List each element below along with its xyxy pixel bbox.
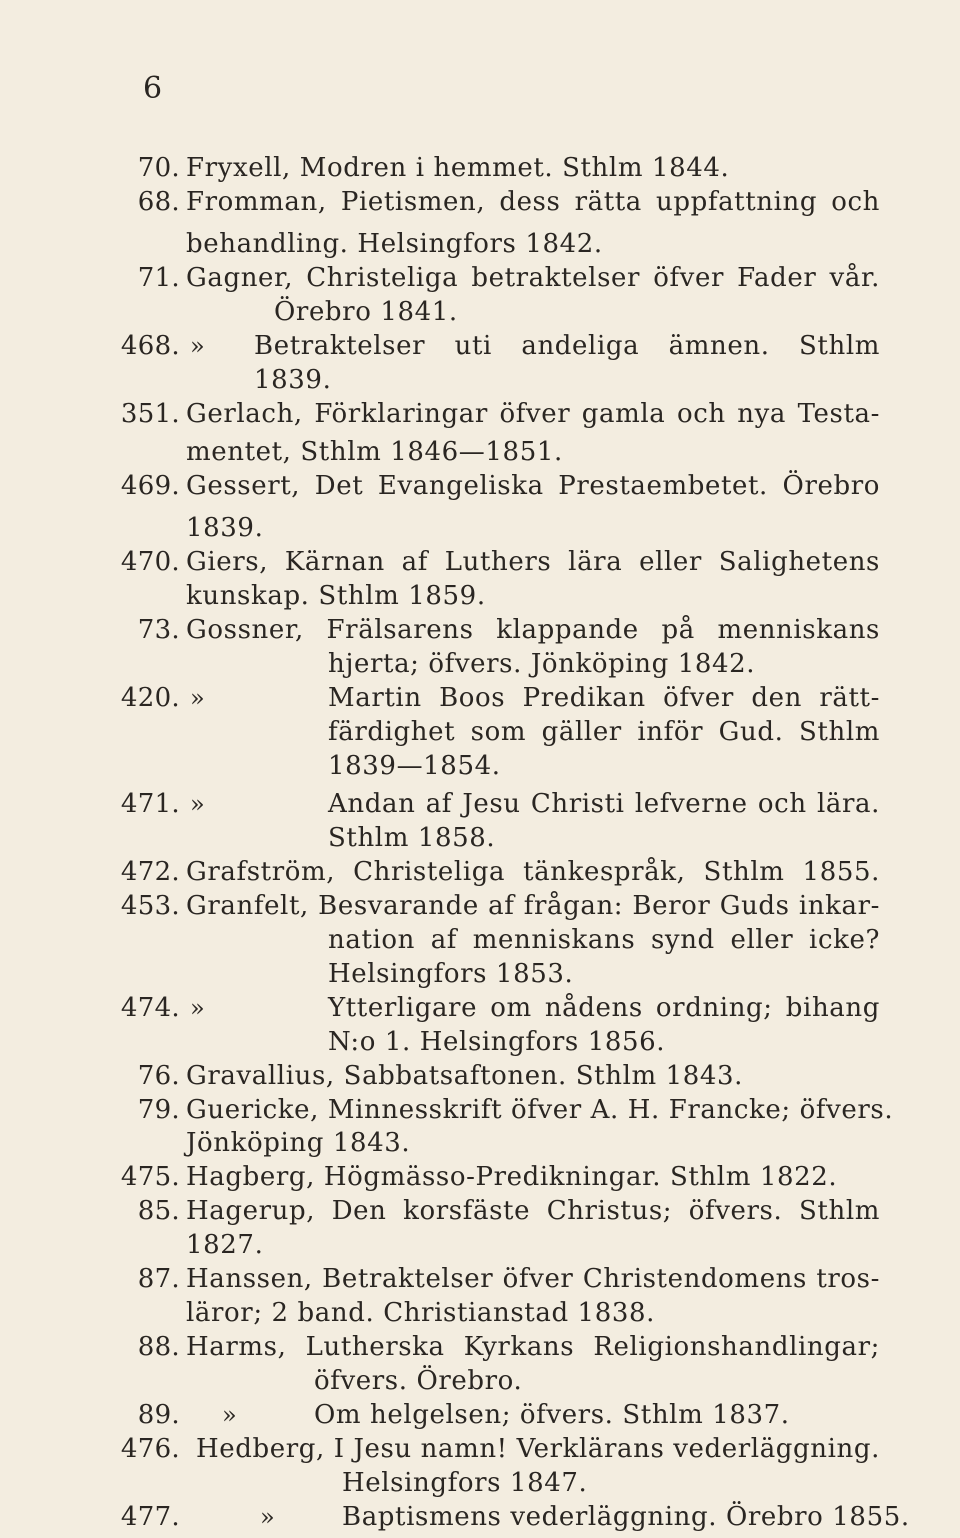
entry-text: Baptismens vederläggning. Örebro 1855. <box>342 1502 910 1532</box>
ditto-mark: » <box>190 684 205 712</box>
entry-text: Hanssen, Betraktelser öfver Christendomens tros- <box>186 1264 880 1294</box>
entry-number: 469. <box>120 471 180 501</box>
entry-number: 79. <box>137 1095 180 1125</box>
catalog-entry-continuation <box>0 821 960 855</box>
entry-text: Giers, Kärnan af Luthers lära eller Salighetens <box>186 547 880 577</box>
catalog-entry-continuation <box>0 715 960 749</box>
entry-text: Gossner, Frälsarens klappande på menniskans <box>186 615 880 645</box>
entry-number: 477. <box>120 1502 180 1532</box>
catalog-entry <box>0 889 960 923</box>
entry-number: 453. <box>120 891 180 921</box>
entry-number: 420. <box>120 683 180 713</box>
entry-number: 73. <box>137 615 180 645</box>
entry-number: 88. <box>137 1332 180 1362</box>
entry-text: kunskap. Sthlm 1859. <box>186 581 486 611</box>
entry-number: 471. <box>120 789 180 819</box>
catalog-entry-continuation <box>0 1126 960 1160</box>
entry-text: Helsingfors 1847. <box>342 1468 588 1498</box>
catalog-entry <box>0 1059 960 1093</box>
entry-text: Martin Boos Predikan öfver den rätt- <box>328 683 880 713</box>
entry-number: 472. <box>120 857 180 887</box>
entry-text: Gravallius, Sabbatsaftonen. Sthlm 1843. <box>186 1061 744 1091</box>
ditto-mark: » <box>190 790 205 818</box>
entry-text: färdighet som gäller inför Gud. Sthlm <box>328 717 880 747</box>
catalog-entry-continuation <box>0 511 960 545</box>
ditto-mark: » <box>190 332 205 360</box>
entry-text: Örebro 1841. <box>274 297 458 327</box>
catalog-entry-continuation <box>0 1228 960 1262</box>
entry-number: 85. <box>137 1196 180 1226</box>
entry-text: Jönköping 1843. <box>186 1128 411 1158</box>
entry-text: öfvers. Örebro. <box>314 1366 523 1396</box>
entry-text: 1839. <box>186 513 264 543</box>
ditto-mark: » <box>190 994 205 1022</box>
catalog-entry <box>0 185 960 219</box>
entry-text: Betraktelser uti andeliga ämnen. Sthlm <box>254 331 880 361</box>
entry-number: 87. <box>137 1264 180 1294</box>
entry-number: 475. <box>120 1162 180 1192</box>
catalog-entry <box>0 1398 960 1432</box>
catalog-entry <box>0 787 960 821</box>
catalog-entry <box>0 1160 960 1194</box>
catalog-entry-continuation <box>0 579 960 613</box>
catalog-entry-continuation <box>0 435 960 469</box>
entry-text: Granfelt, Besvarande af frågan: Beror Guds inkar- <box>186 891 880 921</box>
catalog-entry-continuation <box>0 1466 960 1500</box>
entry-text: hjerta; öfvers. Jönköping 1842. <box>328 649 756 679</box>
catalog-entry <box>0 329 960 363</box>
catalog-entry <box>0 261 960 295</box>
entry-number: 89. <box>137 1400 180 1430</box>
entry-number: 76. <box>137 1061 180 1091</box>
entry-text: Fromman, Pietismen, dess rätta uppfattning och <box>186 187 880 217</box>
entry-text: Fryxell, Modren i hemmet. Sthlm 1844. <box>186 153 730 183</box>
catalog-entry-continuation <box>0 1364 960 1398</box>
entry-number: 470. <box>120 547 180 577</box>
catalog-entry-continuation <box>0 647 960 681</box>
entry-text: behandling. Helsingfors 1842. <box>186 229 603 259</box>
catalog-entry-continuation <box>0 363 960 397</box>
catalog-entry <box>0 991 960 1025</box>
entry-text: 1839. <box>254 365 332 395</box>
entry-number: 351. <box>120 399 180 429</box>
catalog-entry <box>0 613 960 647</box>
entry-text: Gessert, Det Evangeliska Prestaembetet. Örebro <box>186 471 880 501</box>
entry-number: 468. <box>120 331 180 361</box>
entry-text: Harms, Lutherska Kyrkans Religionshandlingar; <box>186 1332 880 1362</box>
catalog-entry <box>0 1093 960 1127</box>
entry-text: Sthlm 1858. <box>328 823 496 853</box>
entry-number: 70. <box>137 153 180 183</box>
catalog-entry-continuation <box>0 295 960 329</box>
page-number: 6 <box>143 71 163 106</box>
entry-text: Grafström, Christeliga tänkespråk, Sthlm 1855. <box>186 857 880 887</box>
ditto-mark: » <box>222 1401 237 1429</box>
catalog-entry-continuation <box>0 1296 960 1330</box>
catalog-entry-continuation <box>0 923 960 957</box>
entry-text: läror; 2 band. Christianstad 1838. <box>186 1298 655 1328</box>
entry-text: Andan af Jesu Christi lefverne och lära. <box>328 789 880 819</box>
entry-text: mentet, Sthlm 1846—1851. <box>186 437 563 467</box>
ditto-mark: » <box>260 1503 275 1531</box>
catalog-entry <box>0 855 960 889</box>
entry-number: 476. <box>120 1434 180 1464</box>
entry-text: 1839—1854. <box>328 751 501 781</box>
entry-number: 68. <box>137 187 180 217</box>
entry-text: nation af menniskans synd eller icke? <box>328 925 880 955</box>
catalog-entry <box>0 681 960 715</box>
catalog-entry <box>0 545 960 579</box>
catalog-entry <box>0 1500 960 1534</box>
entry-text: N:o 1. Helsingfors 1856. <box>328 1027 666 1057</box>
entry-text: Hagerup, Den korsfäste Christus; öfvers. Sthlm <box>186 1196 880 1226</box>
entry-text: Ytterligare om nådens ordning; bihang <box>328 993 880 1023</box>
catalog-entry-continuation <box>0 957 960 991</box>
entry-text: Gagner, Christeliga betraktelser öfver Fader vår. <box>186 263 880 293</box>
catalog-entry-continuation <box>0 749 960 783</box>
entry-text: Hedberg, I Jesu namn! Verklärans vederläggning. <box>196 1434 881 1464</box>
catalog-entry-continuation <box>0 1025 960 1059</box>
entry-text: Helsingfors 1853. <box>328 959 574 989</box>
entry-text: Gerlach, Förklaringar öfver gamla och nya Testa- <box>186 399 880 429</box>
catalog-entry <box>0 1262 960 1296</box>
catalog-entry <box>0 1432 960 1466</box>
catalog-entry <box>0 1330 960 1364</box>
catalog-entry <box>0 397 960 431</box>
catalog-entry-continuation <box>0 227 960 261</box>
entry-text: 1827. <box>186 1230 264 1260</box>
entry-text: Guericke, Minnesskrift öfver A. H. Francke; öfvers. <box>186 1095 894 1125</box>
catalog-entry <box>0 1194 960 1228</box>
entry-number: 474. <box>120 993 180 1023</box>
entry-number: 71. <box>137 263 180 293</box>
catalog-entry <box>0 469 960 503</box>
entry-text: Hagberg, Högmässo-Predikningar. Sthlm 1822. <box>186 1162 838 1192</box>
entry-text: Om helgelsen; öfvers. Sthlm 1837. <box>314 1400 790 1430</box>
catalog-entry <box>0 151 960 185</box>
